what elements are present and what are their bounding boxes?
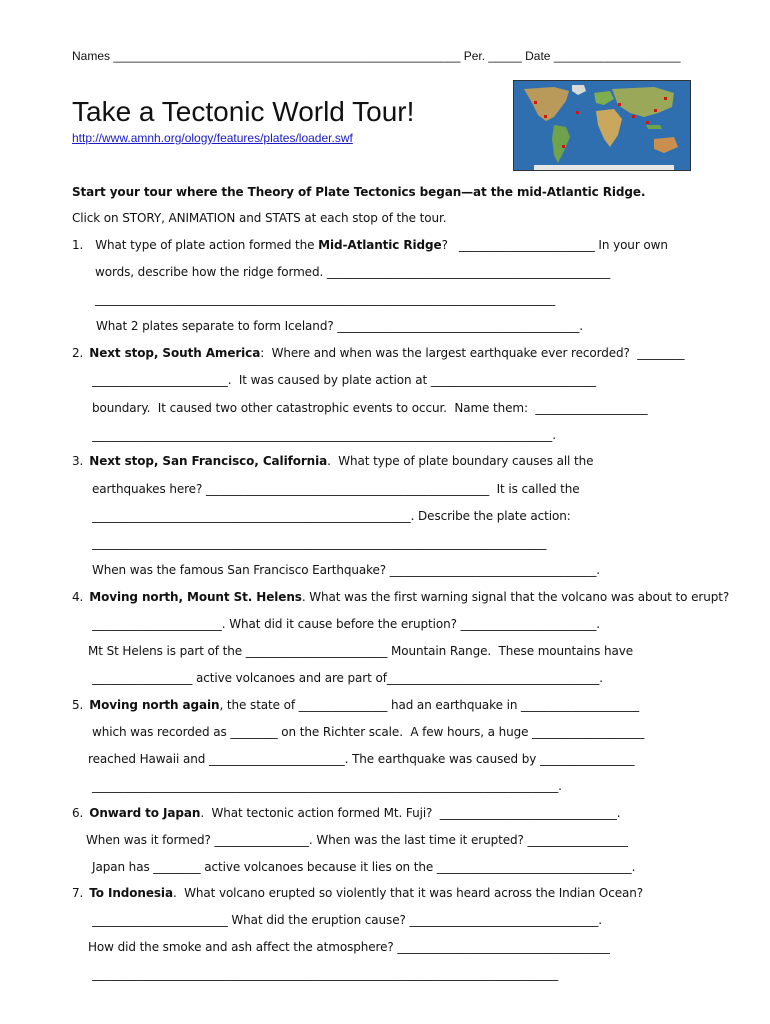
page-title: Take a Tectonic World Tour! (72, 96, 415, 127)
question-line (72, 806, 620, 820)
question-number: 1. (72, 238, 84, 252)
question-text: What type of plate action formed the (95, 238, 319, 252)
answer-line[interactable]: reached Hawaii and _______________________. The earthquake was caused by ________________ (88, 752, 635, 766)
question-stop-name: Next stop, San Francisco, California (89, 454, 328, 468)
question-line (72, 590, 729, 604)
question-stop-name: Next stop, South America (89, 346, 261, 360)
answer-line[interactable]: _______________________________________________________________________________ (92, 967, 559, 981)
answer-line[interactable]: _________________ active volcanoes and are part of____________________________________. (92, 671, 603, 685)
answer-line[interactable]: Mt St Helens is part of the ________________________ Mountain Range. These mountains have (88, 644, 634, 658)
answer-line[interactable]: _______________________ What did the eruption cause? ________________________________. (92, 913, 602, 927)
answer-line[interactable]: boundary. It caused two other catastrophic events to occur. Name them: ___________________ (92, 401, 648, 415)
answer-line[interactable]: Japan has ________ active volcanoes because it lies on the _________________________________. (92, 860, 636, 874)
question-text[interactable]: . What was the first warning signal that the volcano was about to erupt? (301, 590, 730, 604)
question-number: 5. (72, 698, 84, 712)
answer-line[interactable]: ______________________________________________________________________________. (92, 428, 556, 442)
question-number: 6. (72, 806, 84, 820)
answer-line[interactable]: which was recorded as ________ on the Richter scale. A few hours, a huge ___________________ (92, 725, 645, 739)
question-number: 3. (72, 454, 84, 468)
question-text[interactable]: ? _______________________ In your own (441, 238, 668, 252)
question-stop-name: Mid-Atlantic Ridge (318, 238, 442, 252)
question-text[interactable]: , the state of _______________ had an earthquake in ____________________ (219, 698, 640, 712)
answer-line[interactable]: earthquakes here? ________________________________________________ It is called the (92, 482, 580, 496)
answer-line[interactable]: What 2 plates separate to form Iceland? _________________________________________. (96, 319, 583, 333)
question-stop-name: Onward to Japan (89, 806, 201, 820)
question-number: 2. (72, 346, 84, 360)
names-per-date-line: Names ____________________________________________________ Per. _____ Date ___________________ (72, 49, 681, 63)
resource-link[interactable]: http://www.amnh.org/ology/features/plates/loader.swf (72, 131, 353, 145)
question-text[interactable]: . What type of plate boundary causes all the (327, 454, 594, 468)
answer-line[interactable]: When was the famous San Francisco Earthquake? ___________________________________. (92, 563, 601, 577)
answer-line[interactable]: _______________________. It was caused by plate action at ____________________________ (92, 373, 597, 387)
question-number: 4. (72, 590, 84, 604)
answer-line[interactable]: ______________________. What did it cause before the eruption? _______________________. (92, 617, 600, 631)
intro-click-text: Click on STORY, ANIMATION and STATS at each stop of the tour. (72, 211, 447, 225)
question-text[interactable]: . What tectonic action formed Mt. Fuji? ______________________________. (200, 806, 621, 820)
answer-line[interactable]: ______________________________________________________. Describe the plate action: (92, 509, 571, 523)
question-stop-name: Moving north, Mount St. Helens (89, 590, 302, 604)
answer-line[interactable]: _______________________________________________________________________________. (92, 779, 562, 793)
world-map-image (513, 80, 691, 171)
answer-line[interactable]: words, describe how the ridge formed. ________________________________________________ (95, 265, 611, 279)
question-line (72, 698, 639, 712)
answer-line[interactable]: ______________________________________________________________________________ (95, 292, 556, 306)
answer-line[interactable]: When was it formed? ________________. When was the last time it erupted? _________________ (86, 833, 628, 847)
answer-line[interactable]: How did the smoke and ash affect the atmosphere? ____________________________________ (88, 940, 610, 954)
question-line (72, 346, 684, 360)
question-line (72, 886, 643, 900)
question-stop-name: Moving north again (89, 698, 220, 712)
question-stop-name: To Indonesia (89, 886, 173, 900)
intro-start-text: Start your tour where the Theory of Plate Tectonics began—at the mid-Atlantic Ridge. (72, 185, 646, 199)
question-text[interactable]: : Where and when was the largest earthquake ever recorded? ________ (260, 346, 685, 360)
question-line (72, 238, 668, 252)
question-line (72, 454, 593, 468)
answer-line[interactable]: _____________________________________________________________________________ (92, 536, 547, 550)
question-number: 7. (72, 886, 84, 900)
question-text[interactable]: . What volcano erupted so violently that it was heard across the Indian Ocean? (172, 886, 644, 900)
